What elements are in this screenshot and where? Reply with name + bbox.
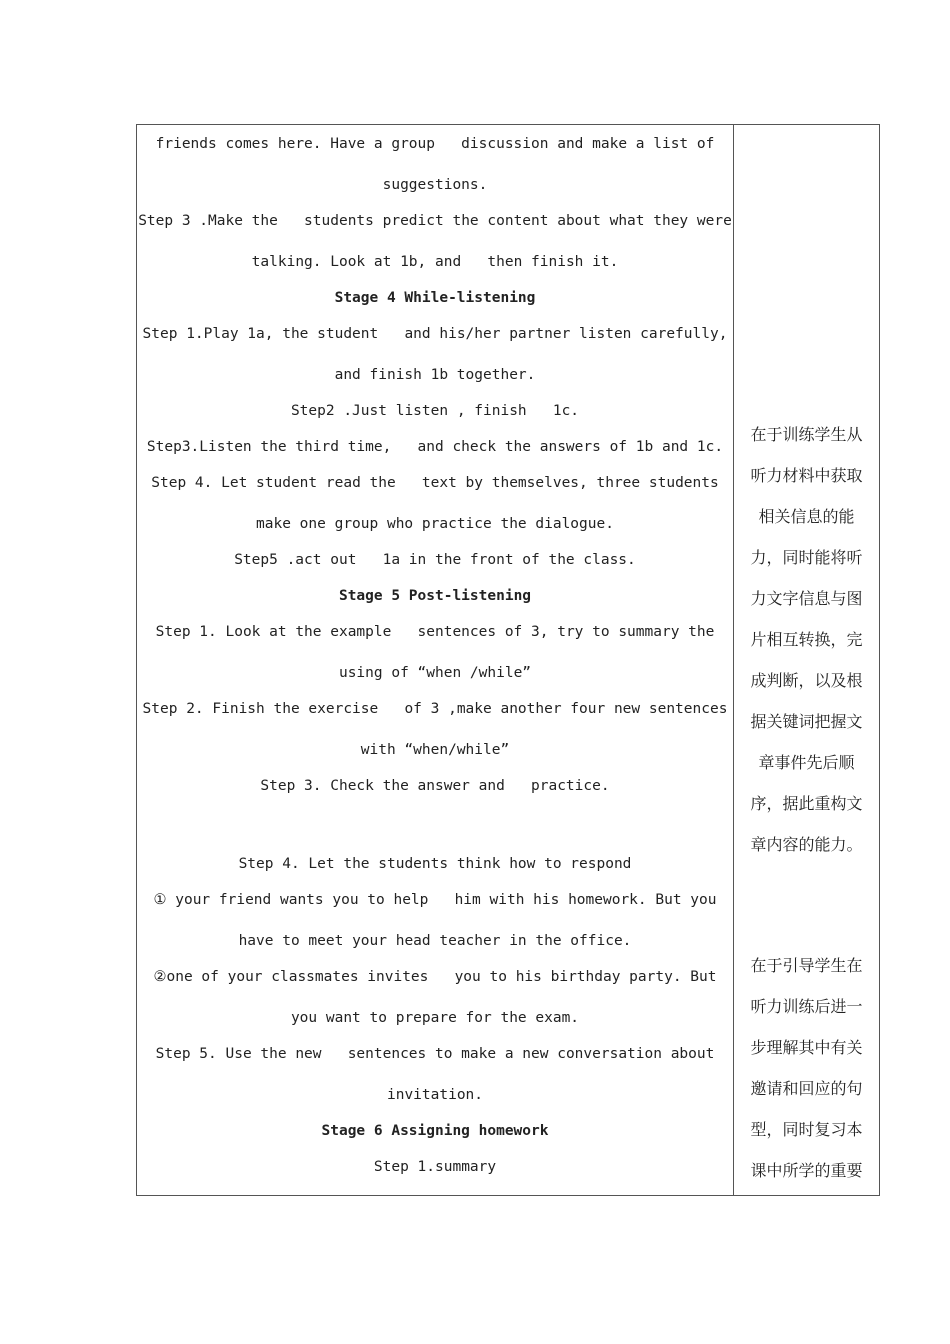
purpose-line: 相关信息的能	[758, 507, 855, 526]
text-line: make one group who practice the dialogue.	[256, 516, 614, 532]
text-line: suggestions.	[382, 177, 488, 193]
purpose-line: 成判断，以及根	[750, 671, 863, 690]
text-line: Step 1.summary	[373, 1159, 497, 1175]
text-line: Step 1. Look at the example sentences of 3, try to summary the	[155, 624, 715, 640]
text-line: you want to prepare for the exam.	[290, 1010, 580, 1026]
text-line: talking. Look at 1b, and then finish it.	[251, 254, 619, 270]
purpose-line: 邀请和回应的句	[750, 1079, 863, 1098]
text-line: Step 3. Check the answer and practice.	[260, 778, 610, 794]
text-line: Step 2. Finish the exercise of 3 ,make another four new sentences	[142, 701, 728, 717]
procedure-column	[137, 125, 733, 1195]
purpose-column	[734, 125, 879, 1195]
purpose-line: 在于引导学生在	[750, 956, 863, 975]
purpose-line: 序，据此重构文	[750, 794, 863, 813]
purpose-line: 在于训练学生从	[750, 425, 863, 444]
text-line: friends comes here. Have a group discussion and make a list of	[155, 136, 715, 152]
text-line: Step2 .Just listen , finish 1c.	[290, 403, 580, 419]
purpose-line: 听力材料中获取	[750, 466, 863, 485]
text-line: ① your friend wants you to help him with his homework. But you	[153, 892, 717, 908]
text-line: Step 3 .Make the students predict the content about what they were	[138, 213, 732, 229]
text-line: Step 4. Let student read the text by themselves, three students	[151, 475, 719, 491]
text-line: with “when/while”	[360, 742, 510, 758]
text-line: using of “when /while”	[338, 665, 532, 681]
purpose-line: 片相互转换，完	[750, 630, 863, 649]
text-line: Step 5. Use the new sentences to make a new conversation about	[155, 1046, 715, 1062]
purpose-line: 型，同时复习本	[750, 1120, 863, 1139]
text-line: Step5 .act out 1a in the front of the class.	[234, 552, 636, 568]
purpose-line: 听力训练后进一	[750, 997, 863, 1016]
purpose-line: 力，同时能将听	[750, 548, 863, 567]
text-line: Step3.Listen the third time, and check the answers of 1b and 1c.	[146, 439, 724, 455]
text-line: Step 1.Play 1a, the student and his/her partner listen carefully,	[142, 326, 728, 342]
purpose-line: 据关键词把握文	[750, 712, 863, 731]
purpose-line: 步理解其中有关	[750, 1038, 863, 1057]
text-line: and finish 1b together.	[334, 367, 536, 383]
purpose-line: 章事件先后顺	[758, 753, 855, 772]
purpose-line: 课中所学的重要	[750, 1161, 863, 1180]
stage-heading: Stage 5 Post-listening	[338, 588, 532, 604]
text-line: ②one of your classmates invites you to his birthday party. But	[153, 969, 717, 985]
text-line: Step 4. Let the students think how to respond	[238, 856, 632, 872]
text-line: invitation.	[386, 1087, 484, 1103]
text-line: have to meet your head teacher in the office.	[238, 933, 632, 949]
stage-heading: Stage 4 While-listening	[334, 290, 536, 306]
stage-heading: Stage 6 Assigning homework	[321, 1123, 549, 1139]
lesson-plan-table	[136, 124, 880, 1196]
purpose-line: 章内容的能力。	[750, 835, 863, 854]
purpose-line: 力文字信息与图	[750, 589, 863, 608]
